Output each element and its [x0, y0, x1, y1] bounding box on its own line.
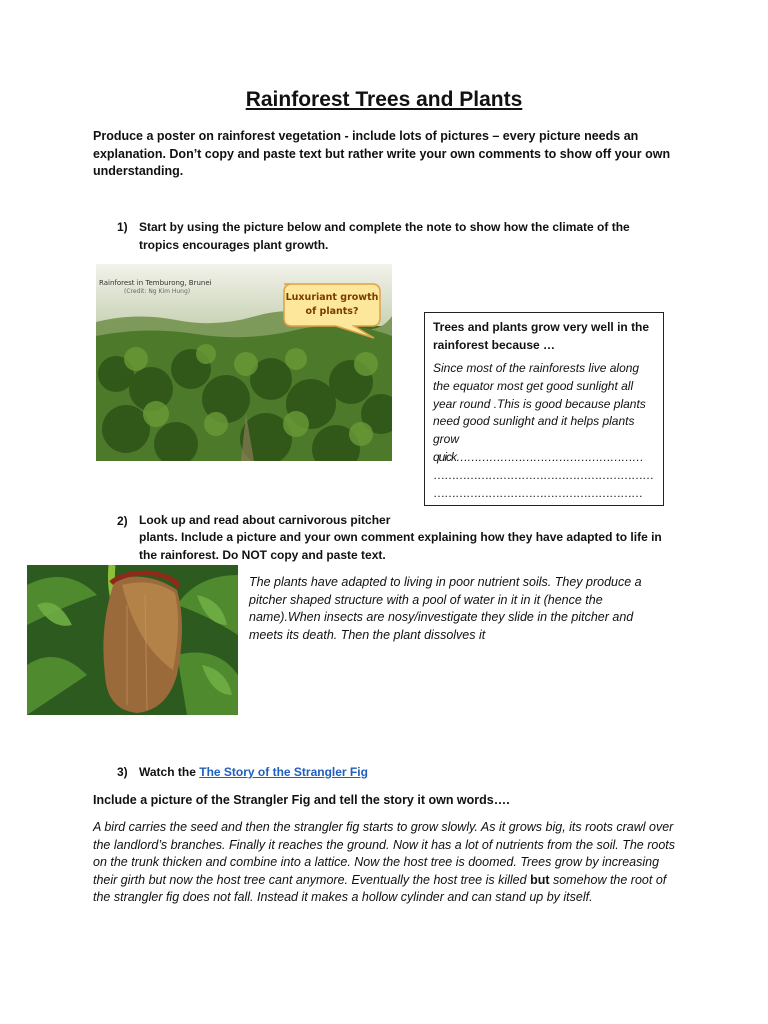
rainforest-photo	[96, 264, 392, 461]
q1-text: Start by using the picture below and complete the note to show how the climate of the tropics encourages plant growth.	[139, 220, 630, 252]
intro-paragraph: Produce a poster on rainforest vegetation - include lots of pictures – every picture needs an explanation. Don’t copy and paste text but rather write your own comments to show off your own understanding.	[93, 129, 671, 178]
q2-line1: Look up and read about carnivorous pitcher	[139, 513, 391, 527]
callout-line1: Luxuriant growth	[285, 292, 379, 303]
note-dots-line2: ……………………………………………………	[433, 467, 653, 482]
photo-credit: (Credit: Ng Kim Hung)	[124, 288, 191, 295]
q2-number: 2)	[117, 514, 128, 528]
note-answer-end: quick……………………………………………	[433, 449, 644, 464]
q2-line2: plants. Include a picture and your own comment explaining how they have adapted to life in the rainforest. Do NOT copy and paste text.	[139, 530, 662, 562]
q3-story	[93, 819, 683, 907]
strangler-fig-link[interactable]: The Story of the Strangler Fig	[199, 765, 368, 779]
q2-answer: The plants have adapted to living in poor nutrient soils. They produce a pitcher shaped structure with a pool of water in it in it (hence the name).When insects are nosy/investigate they slide in the pitcher and meets its death. Then the plant dissolves it	[249, 575, 642, 642]
pitcher-plant-photo	[27, 565, 238, 715]
q3-number: 3)	[117, 765, 128, 779]
note-heading: Trees and plants grow very well in the rainforest because …	[433, 320, 650, 352]
q3-line	[139, 764, 659, 782]
note-dots-line3: …………………………………………………	[433, 485, 642, 500]
q3-story-part2: somehow the root of the strangler fig does not fall. Instead it makes a hollow cylinder and can stand up by itself.	[93, 872, 667, 905]
q1-number: 1)	[117, 220, 128, 234]
page-title: Rainforest Trees and Plants	[245, 88, 523, 111]
q3-story-bold: but	[530, 872, 550, 887]
callout-line2: of plants?	[305, 306, 359, 317]
q3-story-part1: A bird carries the seed and then the strangler fig starts to grow slowly. As it grows big, its roots crawl over the landlord’s branches. Finally it reaches the ground. Now it has a lot of nutrients from the soil. The roots on the trunk thicken and combine into a lattice. Now the host tree is doomed. Trees grow by increasing their girth but now the host tree cant anymore. Eventually the host tree is killed	[93, 820, 676, 887]
note-box	[424, 312, 664, 506]
q3-instruction: Include a picture of the Strangler Fig and tell the story it own words….	[93, 793, 510, 807]
note-answer: Since most of the rainforests live along the equator most get good sunlight all year round .This is good because plants need good sunlight and it helps plants grow	[433, 361, 646, 447]
q3-prefix: Watch the	[139, 765, 200, 779]
photo-caption: Rainforest in Temburong, Brunei	[99, 279, 212, 287]
